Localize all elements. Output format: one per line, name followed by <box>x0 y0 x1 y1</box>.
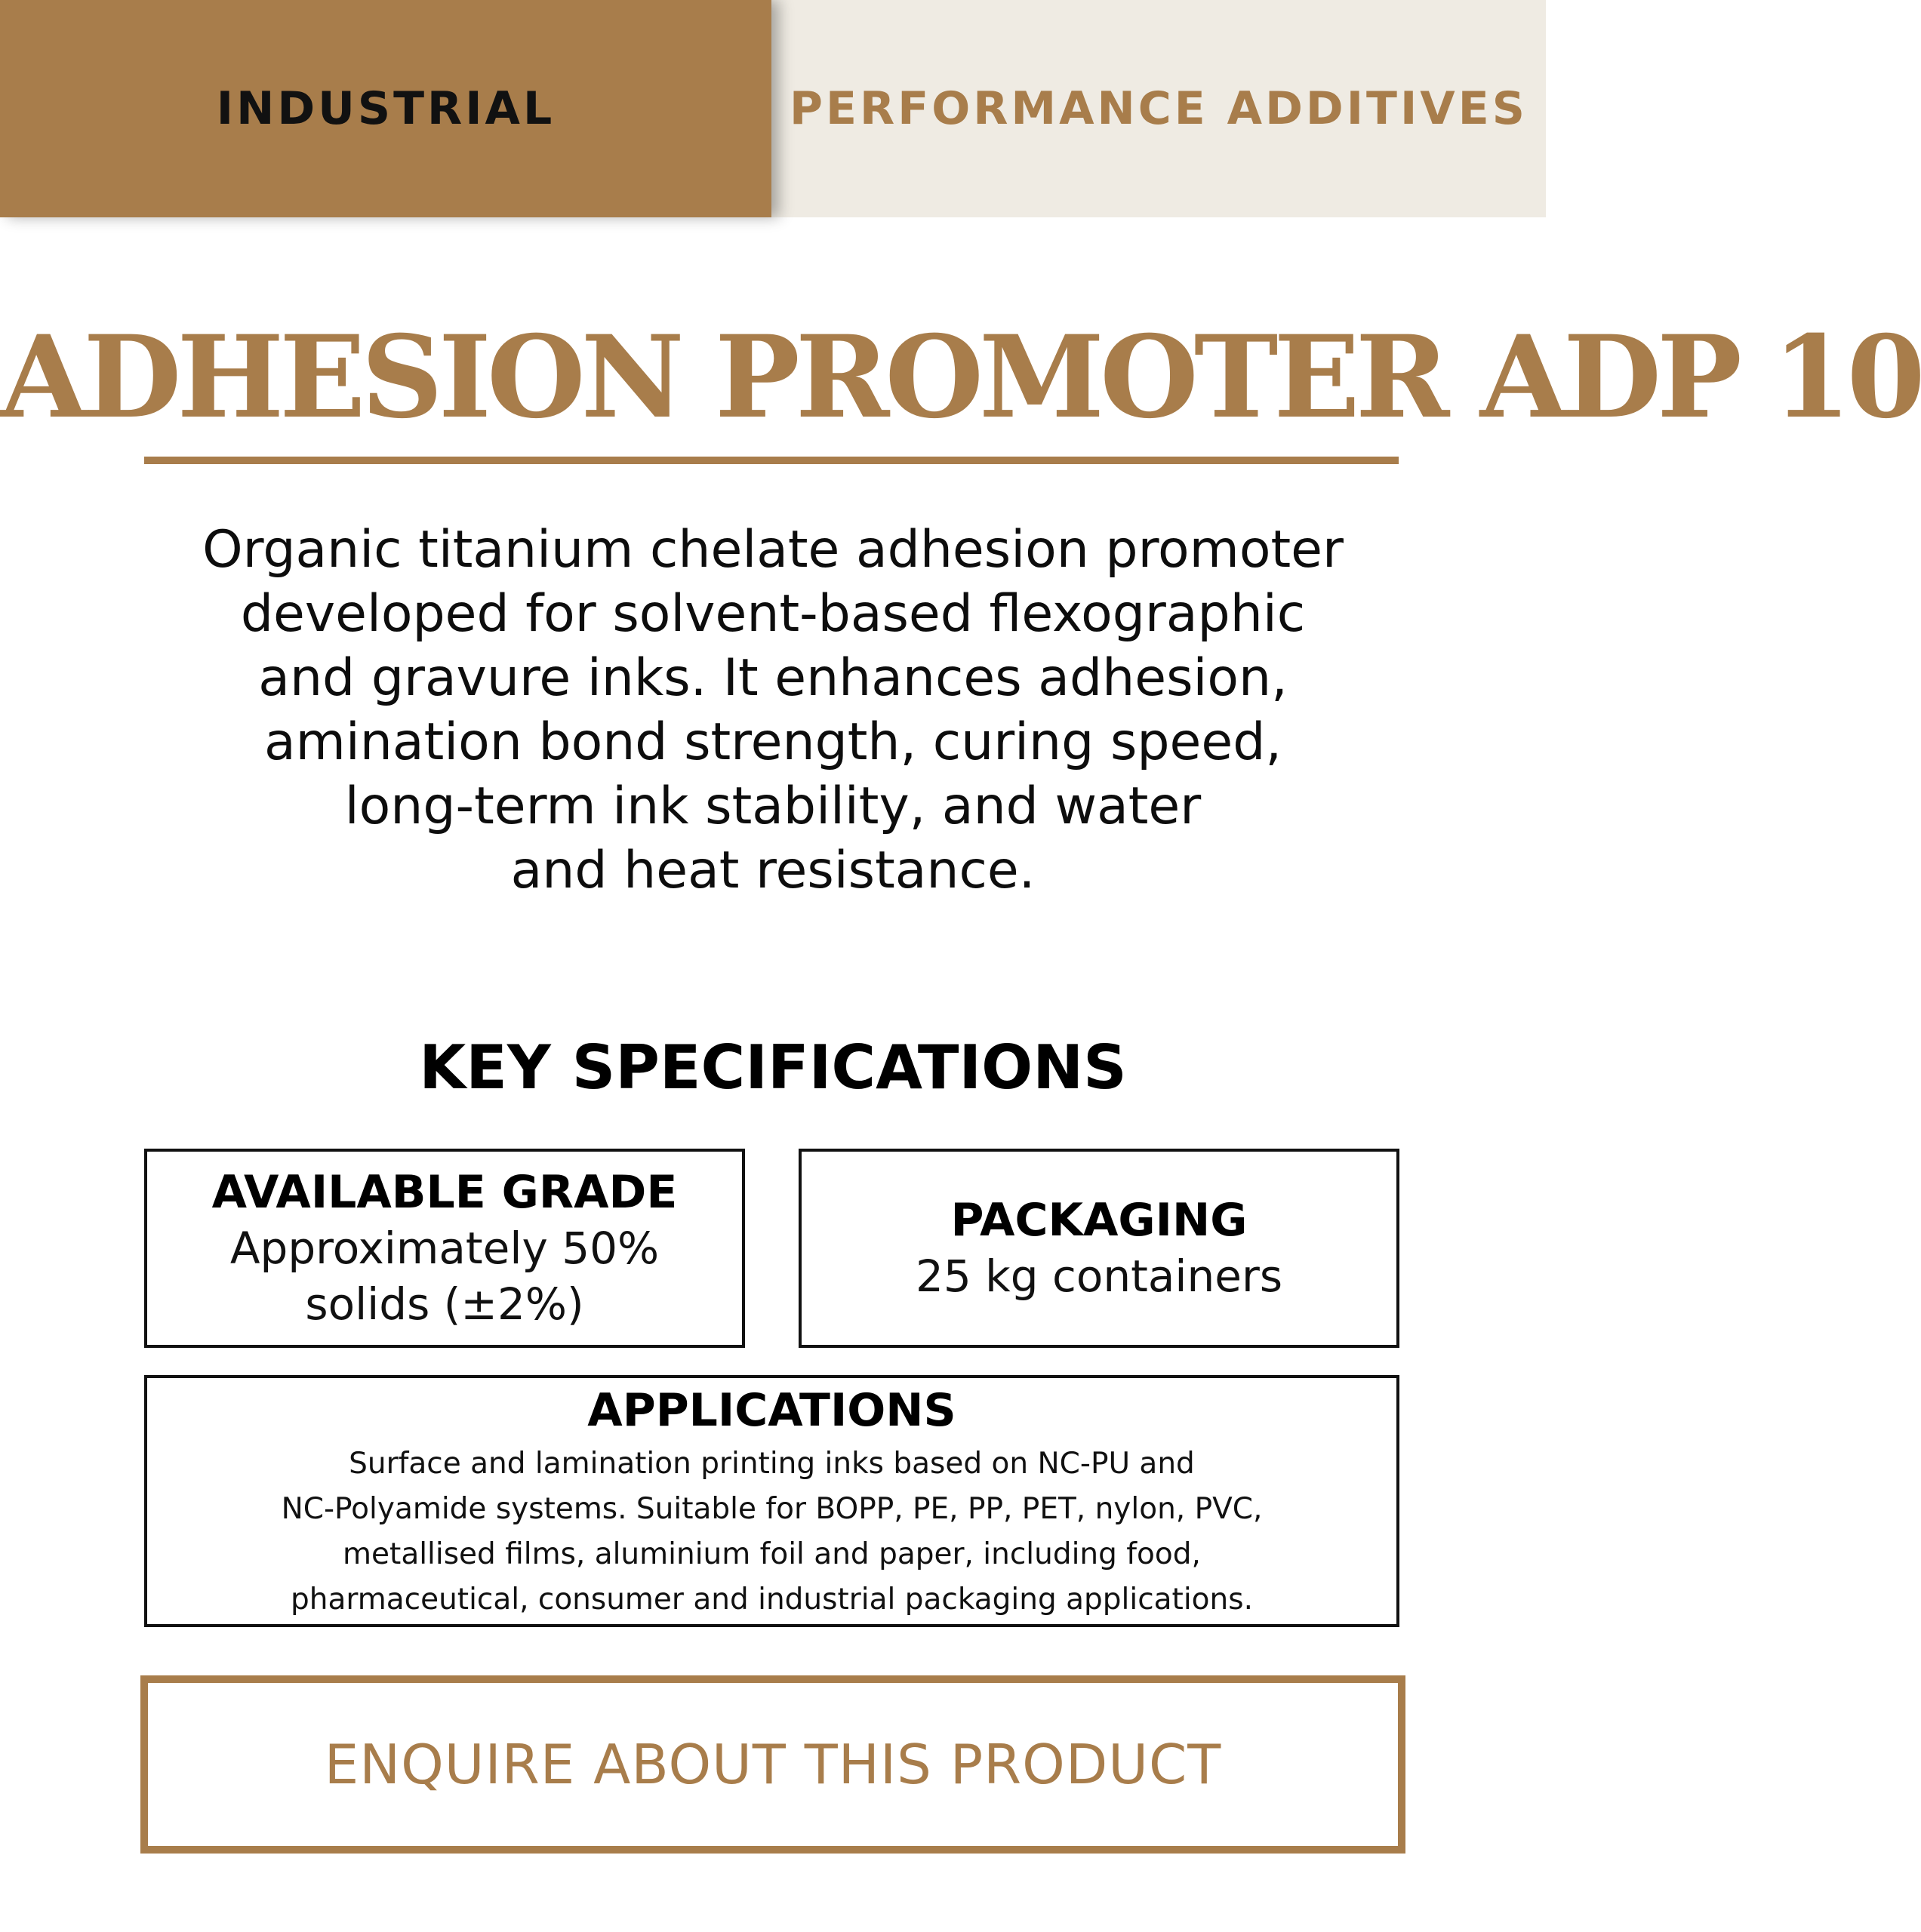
category-tab-bar <box>0 0 1546 217</box>
description-line: long-term ink stability, and water <box>344 777 1202 836</box>
available-grade-card <box>144 1149 745 1348</box>
packaging-value <box>916 1248 1282 1304</box>
product-title: ADHESION PROMOTER ADP 10 <box>0 311 1921 444</box>
applications-body <box>282 1441 1263 1623</box>
applications-card <box>144 1375 1399 1627</box>
description-line: and gravure inks. It enhances adhesion, <box>258 648 1288 708</box>
packaging-label: PACKAGING <box>950 1194 1248 1247</box>
description-line: and heat resistance. <box>510 841 1036 900</box>
enquire-button[interactable]: ENQUIRE ABOUT THIS PRODUCT <box>140 1675 1405 1854</box>
applications-line: pharmaceutical, consumer and industrial packaging applications. <box>291 1583 1253 1617</box>
available-grade-value <box>230 1220 659 1332</box>
description-line: Organic titanium chelate adhesion promoter <box>202 520 1344 580</box>
key-specifications-heading: KEY SPECIFICATIONS <box>419 1032 1127 1103</box>
tab-industrial[interactable]: INDUSTRIAL <box>0 0 771 217</box>
applications-label: APPLICATIONS <box>587 1384 956 1437</box>
title-divider <box>144 457 1399 464</box>
applications-line: Surface and lamination printing inks based on NC-PU and <box>349 1447 1195 1481</box>
tab-performance-additives[interactable]: PERFORMANCE ADDITIVES <box>771 0 1546 217</box>
packaging-card <box>799 1149 1399 1348</box>
product-description <box>94 518 1452 903</box>
description-line: amination bond strength, curing speed, <box>264 712 1282 772</box>
applications-line: metallised films, aluminium foil and paper, including food, <box>343 1537 1201 1571</box>
applications-line: NC-Polyamide systems. Suitable for BOPP, PE, PP, PET, nylon, PVC, <box>281 1492 1263 1526</box>
description-line: developed for solvent-based flexographic <box>240 584 1306 644</box>
grade-value-line: solids (±2%) <box>305 1278 584 1330</box>
grade-value-line: Approximately 50% <box>229 1223 660 1274</box>
packaging-value-line: 25 kg containers <box>915 1251 1283 1302</box>
available-grade-label: AVAILABLE GRADE <box>211 1166 678 1219</box>
